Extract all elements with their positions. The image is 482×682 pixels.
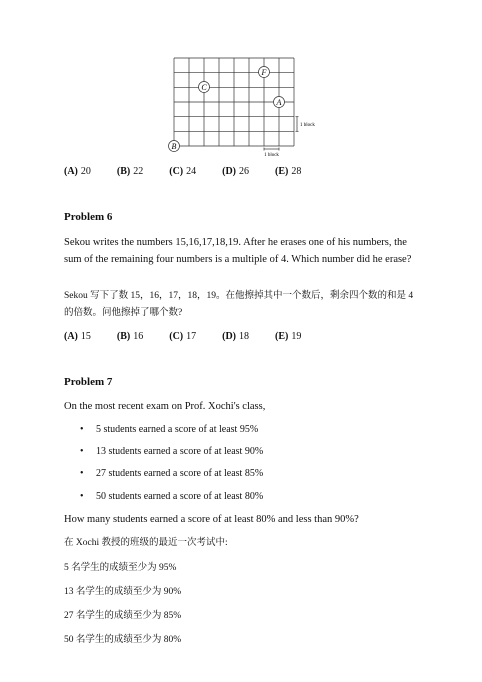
choice-e: (E) 19: [275, 331, 302, 342]
vertical-scale-label: 1 block: [300, 123, 315, 128]
problem7-cn-line: 5 名学生的成绩至少为 95%: [64, 563, 177, 573]
choice-c: (C) 24: [169, 166, 197, 177]
point-b: [169, 141, 180, 152]
problem6-heading: Problem 6: [64, 211, 113, 223]
point-a: [274, 97, 285, 108]
problem7-bullet-list: [80, 418, 263, 507]
choice-d: (D) 18: [222, 331, 250, 342]
choice-a: (A) 20: [64, 166, 91, 177]
choice-c: (C) 17: [169, 331, 197, 342]
problem6-text-cn: Sekou 写下了数 15，16，17，18，19。在他擦掉其中一个数后，剩余四个数的和是 4 的倍数。问他擦掉了哪个数?: [64, 291, 414, 318]
list-item: • 13 students earned a score of at least 90%: [80, 445, 264, 457]
problem7-cn-line: 50 名学生的成绩至少为 80%: [64, 635, 182, 645]
choice-e: (E) 28: [275, 166, 302, 177]
problem7-heading: Problem 7: [64, 376, 113, 388]
horizontal-scale-label: 1 block: [264, 153, 279, 158]
point-f: [259, 67, 270, 78]
choice-a: (A) 15: [64, 331, 91, 342]
problem6-choices: [64, 331, 327, 342]
problem5-choices: [64, 166, 327, 177]
problem7-cn-line: 13 名学生的成绩至少为 90%: [64, 587, 182, 597]
vertical-scale-bar: [296, 117, 299, 132]
choice-b: (B) 16: [116, 331, 144, 342]
svg-text:A: A: [276, 98, 282, 107]
choice-d: (D) 26: [222, 166, 250, 177]
list-item: • 50 students earned a score of at least 80%: [80, 490, 264, 502]
svg-text:C: C: [201, 83, 207, 92]
svg-text:B: B: [171, 142, 177, 151]
grid-map-figure: [160, 52, 330, 162]
problem7-cn-line: 在 Xochi 教授的班级的最近一次考试中:: [64, 538, 228, 548]
point-c: [199, 82, 210, 93]
horizontal-scale-bar: [264, 148, 279, 151]
list-item: • 27 students earned a score of at least 85%: [80, 468, 264, 480]
svg-text:F: F: [261, 68, 267, 77]
problem7-question: How many students earned a score of at least 80% and less than 90%?: [64, 514, 359, 525]
problem7-intro: On the most recent exam on Prof. Xochi's class,: [64, 401, 266, 412]
problem6-text: Sekou writes the numbers 15,16,17,18,19. After he erases one of his numbers, the sum of the remaining four numbers is a multiple of 4. Which number did he erase?: [64, 237, 412, 265]
choice-b: (B) 22: [116, 166, 144, 177]
list-item: • 5 students earned a score of at least 95%: [80, 423, 259, 435]
problem7-cn-line: 27 名学生的成绩至少为 85%: [64, 611, 182, 621]
